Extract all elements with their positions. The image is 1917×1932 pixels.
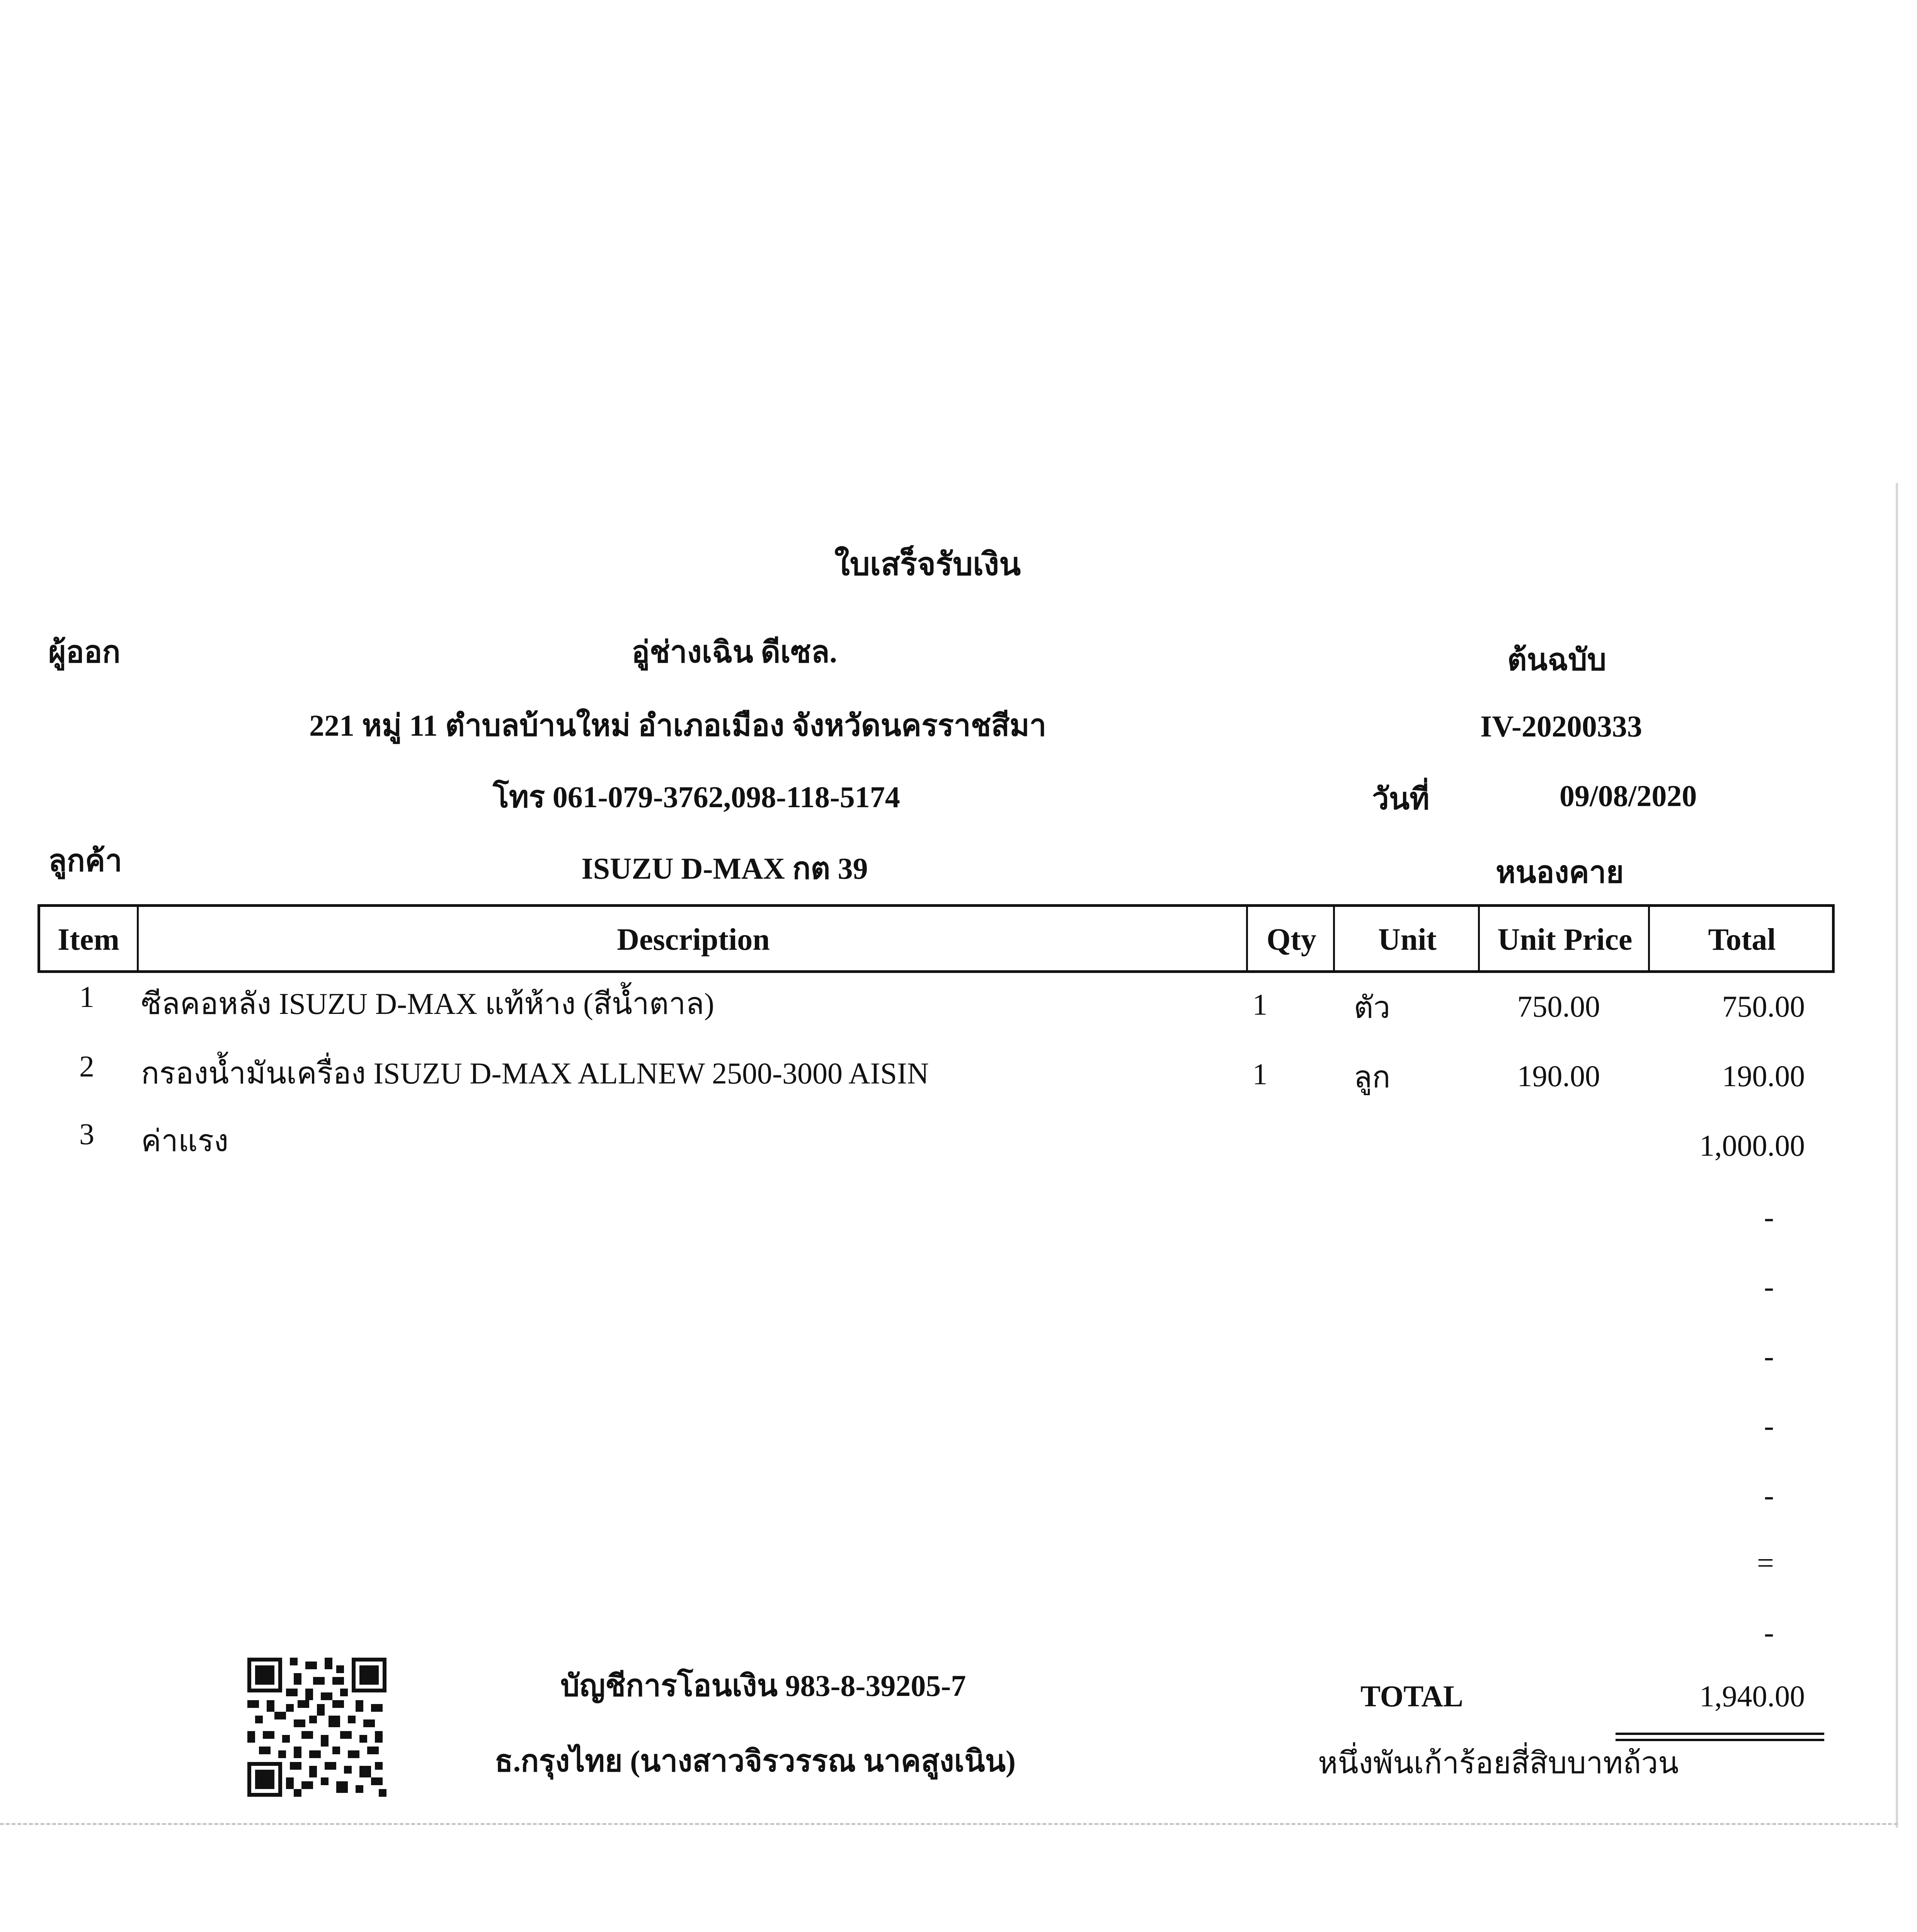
- row-2-description: กรองน้ำมันเครื่อง ISUZU D-MAX ALLNEW 2500-3000 AISIN: [141, 1056, 929, 1090]
- row-3-total: 1,000.00: [1699, 1129, 1805, 1162]
- row-1-qty: 1: [1252, 988, 1268, 1021]
- row-2-qty: 1: [1252, 1057, 1268, 1091]
- customer-label: ลูกค้า: [48, 844, 123, 878]
- row-2-item: 2: [79, 1049, 94, 1083]
- header-item: Item: [58, 923, 119, 957]
- items-table-header: [37, 904, 1835, 973]
- empty-row-total: =: [1757, 1546, 1774, 1580]
- payment-bank: ธ.กรุงไทย (นางสาวจิรวรรณ นาคสูงเนิน): [495, 1744, 1016, 1778]
- empty-row-total: -: [1764, 1478, 1774, 1512]
- row-2-unit-price: 190.00: [1517, 1059, 1600, 1093]
- issuer-address: 221 หมู่ 11 ตำบลบ้านใหม่ อำเภอเมือง จังหวัดนครราชสีมา: [309, 709, 1047, 742]
- empty-row-total: -: [1764, 1339, 1774, 1373]
- empty-row-total: -: [1764, 1200, 1774, 1234]
- scan-edge-bottom: [0, 1823, 1898, 1825]
- customer-province: หนองคาย: [1496, 855, 1624, 889]
- issuer-label: ผู้ออก: [48, 635, 121, 669]
- header-total-cell: [1648, 907, 1834, 970]
- row-1-total: 750.00: [1722, 990, 1805, 1023]
- date-label: วันที่: [1372, 782, 1430, 816]
- customer-vehicle: ISUZU D-MAX กต 39: [581, 852, 868, 885]
- header-description: Description: [617, 923, 770, 957]
- invoice-date: 09/08/2020: [1559, 779, 1697, 813]
- total-in-words: หนึ่งพันเก้าร้อยสี่สิบบาทถ้วน: [1318, 1746, 1679, 1780]
- issuer-name: อู่ช่างเฉิน ดีเซล.: [632, 635, 837, 669]
- total-underline: [1616, 1733, 1824, 1735]
- header-unit: Unit: [1378, 923, 1437, 957]
- empty-row-total: -: [1764, 1616, 1774, 1649]
- row-1-unit: ตัว: [1353, 991, 1391, 1024]
- qr-code-icon: [247, 1658, 386, 1797]
- row-2-unit: ลูก: [1353, 1060, 1391, 1094]
- total-label: TOTAL: [1360, 1679, 1463, 1713]
- header-unit-price-cell: [1478, 907, 1650, 970]
- row-3-description: ค่าแรง: [141, 1124, 229, 1158]
- header-qty: Qty: [1267, 923, 1316, 957]
- row-1-unit-price: 750.00: [1517, 990, 1600, 1023]
- header-description-cell: [137, 907, 1248, 970]
- scan-edge-right: [1896, 483, 1898, 1828]
- header-qty-cell: [1246, 907, 1335, 970]
- copy-label: ต้นฉบับ: [1507, 643, 1607, 677]
- total-value: 1,940.00: [1699, 1679, 1805, 1713]
- invoice-number: IV-20200333: [1480, 709, 1642, 743]
- empty-row-total: -: [1764, 1409, 1774, 1442]
- empty-row-total: -: [1764, 1270, 1774, 1303]
- row-1-item: 1: [79, 980, 94, 1014]
- header-total: Total: [1708, 923, 1776, 957]
- row-2-total: 190.00: [1722, 1059, 1805, 1093]
- payment-account: บัญชีการโอนเงิน 983-8-39205-7: [560, 1669, 966, 1702]
- header-unit-price: Unit Price: [1497, 923, 1633, 957]
- issuer-phone: โทร 061-079-3762,098-118-5174: [493, 780, 900, 814]
- header-unit-cell: [1333, 907, 1480, 970]
- row-3-item: 3: [79, 1117, 94, 1151]
- row-1-description: ซีลคอหลัง ISUZU D-MAX แท้ห้าง (สีน้ำตาล): [141, 987, 714, 1020]
- document-title: ใบเสร็จรับเงิน: [834, 547, 1021, 582]
